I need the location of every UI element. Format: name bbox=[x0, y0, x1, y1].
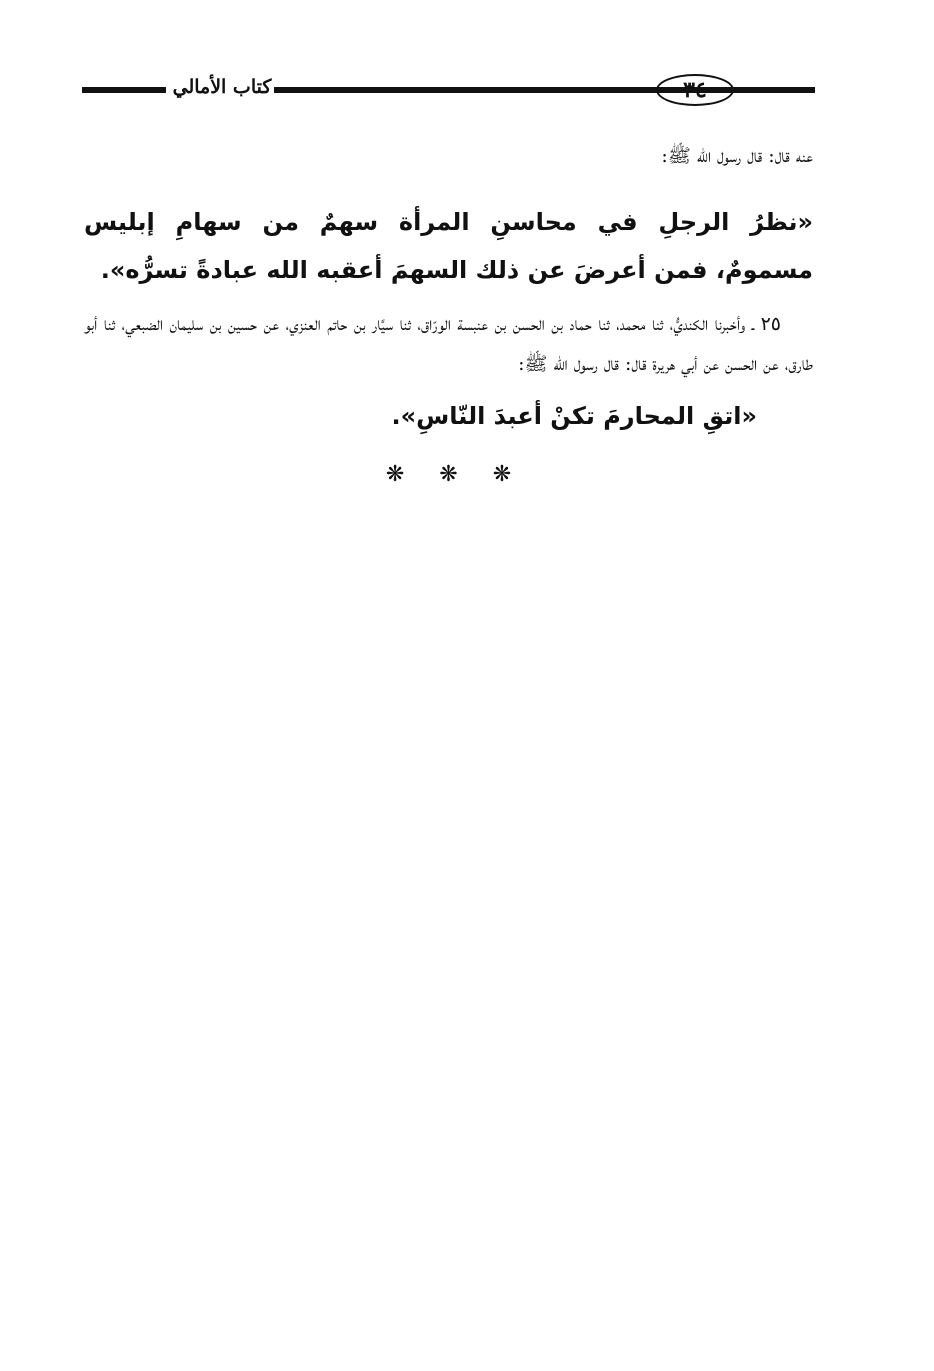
page-header bbox=[82, 74, 815, 110]
header-rule-right bbox=[734, 87, 815, 93]
page-body bbox=[84, 136, 813, 487]
intro-line: عنه قال: قال رسول الله ﷺ: bbox=[661, 145, 813, 167]
header-rule-left bbox=[82, 87, 166, 93]
hadith-text: «نظرُ الرجلِ في محاسنِ المرأة سهمٌ من سهامِ إبليس مسمومٌ، فمن أعرضَ عن ذلك السهمَ أعقبه الله عبادةً تسرُّه». bbox=[84, 208, 813, 284]
book-title: كتاب الأمالي bbox=[172, 76, 272, 98]
section-separator: ❋ ❋ ❋ bbox=[385, 462, 526, 487]
hadith-text-2: «اتقِ المحارمَ تكنْ أعبدَ النّاسِ». bbox=[391, 402, 757, 430]
page-number: ٣٤ bbox=[656, 74, 734, 106]
narration-25: ٢٥ ـ وأخبرنا الكنديُّ، ثنا محمد، ثنا حماد بن الحسن بن عنبسة الورّاق، ثنا سيَّار بن حاتم العنزي، عن حسين بن سليمان الضبعي، ثنا أبو طارق، عن الحسن عن أبي هريرة قال: قال رسول الله ﷺ: bbox=[84, 313, 813, 375]
